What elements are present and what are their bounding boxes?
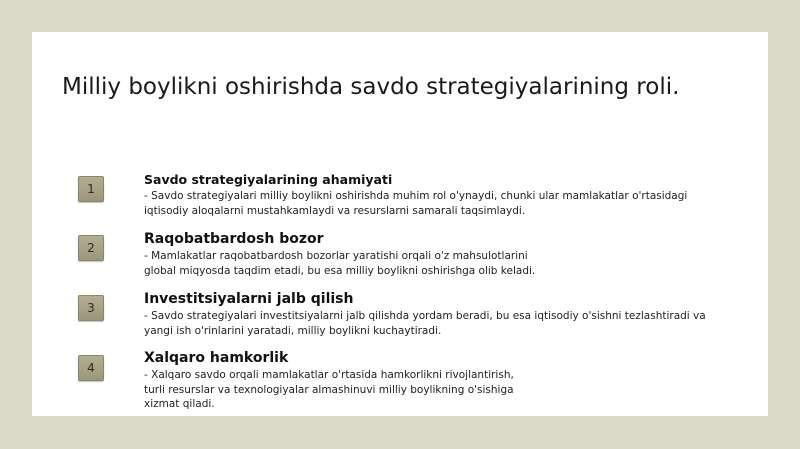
item-heading: Savdo strategiyalarining ahamiyati — [144, 172, 393, 187]
item-heading: Xalqaro hamkorlik — [144, 350, 289, 366]
item-description: - Xalqaro savdo orqali mamlakatlar o'rtasida hamkorlikni rivojlantirish, turli resurslar va texnologiyalar almashinuvi milliy boylikning o'sishiga xizmat qiladi. — [144, 369, 514, 410]
number-badge: 2 — [78, 235, 104, 261]
number-badge: 1 — [78, 176, 104, 202]
number-badge: 4 — [78, 355, 104, 381]
slide — [32, 32, 768, 416]
item-heading: Raqobatbardosh bozor — [144, 231, 324, 247]
slide-title: Milliy boylikni oshirishda savdo strategiyalarining roli. — [62, 74, 680, 100]
item-heading: Investitsiyalarni jalb qilish — [144, 291, 354, 307]
item-description: - Savdo strategiyalari investitsiyalarni jalb qilishda yordam beradi, bu esa iqtisodiy o'sishni tezlashtiradi va yangi ish o'rinlarini yaratadi, milliy boylikni kuchaytiradi. — [144, 310, 706, 337]
number-badge: 3 — [78, 295, 104, 321]
item-description: - Savdo strategiyalari milliy boylikni oshirishda muhim rol o'ynaydi, chunki ular mamlakatlar o'rtasidagi iqtisodiy aloqalarni mustahkamlaydi va resurslarni samarali taqsimlaydi. — [144, 190, 688, 217]
item-description: - Mamlakatlar raqobatbardosh bozorlar yaratishi orqali o'z mahsulotlarini global miqyosda taqdim etadi, bu esa milliy boylikni oshirishga olib keladi. — [144, 250, 536, 277]
